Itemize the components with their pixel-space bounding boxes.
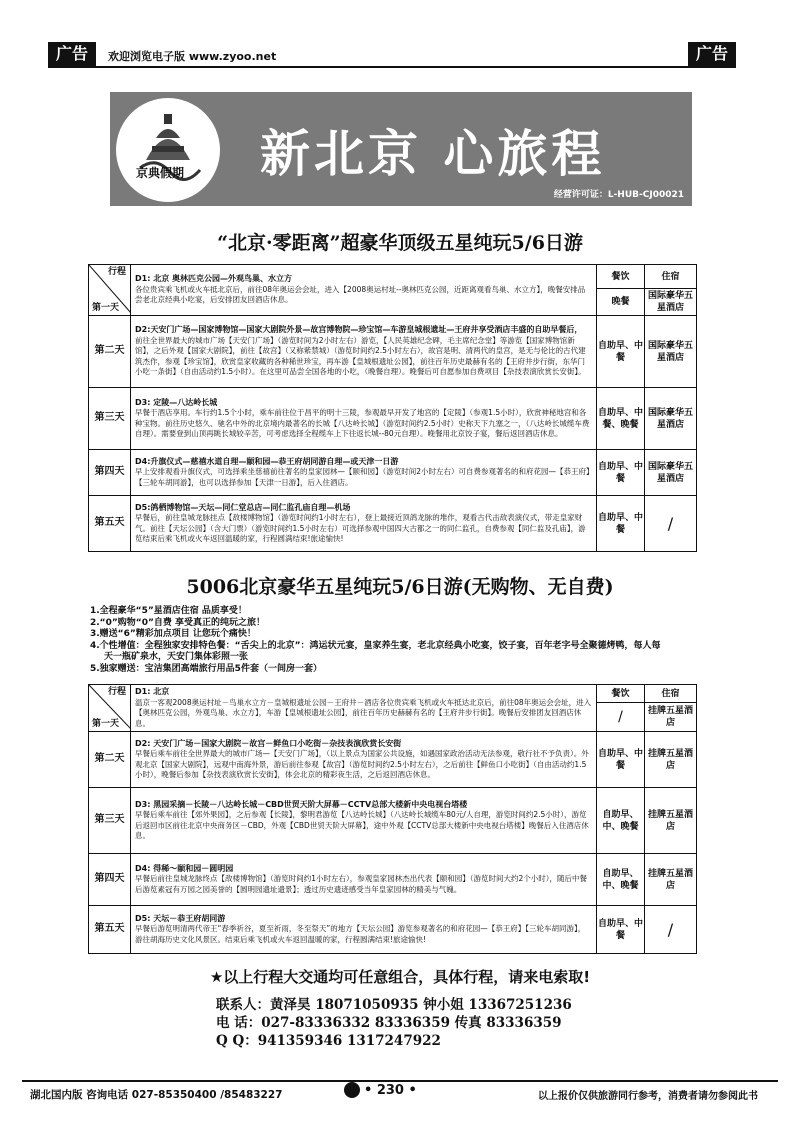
meal-cell: 晚餐 — [597, 289, 645, 316]
table-row: D1: 北京 温京一客观2008奥运村址－鸟巢水立方－皇城根遗址公园－王府井－酒店各位贵宾乘飞机或火车抵达北京后，前往08年奥运会会址，进入【奥林匹克公园，外观鸟巢、水立方】，车游【皇城根遗址公园】，前往百年历史赫赫有名的【王府井步行街】。晚餐后安排团友回酒店休息。 — [131, 685, 597, 732]
banner — [110, 92, 692, 206]
table-row: 第四天 D4: 得稀～颐和园－圆明园 早餐后前往皇城龙脉终点【敌楼博物馆】（游览时间约1小时左右），参观皇家园林杰出代表【颐和园】（游览时间大约2个小时），随后中餐后游览素冠有万园之园美誉的【圆明园遗址遗景】；透过历史遗迹感受当年皇家园林的精美与气魄。 自助早、中、晚餐 挂牌五星酒店 — [89, 854, 697, 906]
notice-text: ★以上行程大交通均可任意组合，具体行程，请来电索取! — [209, 968, 591, 986]
logo-text: 京典假期 — [136, 166, 185, 180]
meal-header: 餐饮 — [597, 685, 645, 703]
contact-block — [216, 996, 572, 1050]
table-header-corner: 行程 第一天 — [89, 265, 131, 316]
table-row: 第五天 D5: 天坛－恭王府胡同游 早餐后游览明清两代帝王“春季祈谷，夏至祈雨，冬至祭天”的地方【天坛公园】游览参观著名的和府花园—【恭王府】【三轮车胡同游】，游往胡海历史文化风景区。结束后乘飞机或火车返回温暖的家，行程圆满结束!旅途愉快! 自助早、中餐 / — [89, 906, 697, 954]
table-header-corner: 行程 第一天 — [89, 685, 131, 732]
meal-cell: / — [597, 703, 645, 732]
ad-label-right: 广告 — [688, 42, 736, 66]
list-item: 4.个性增值：全程独家安排特色餐：“舌尖上的北京”：鸿运状元宴，皇家养生宴，老北京经典小吃宴，饺子宴，百年老字号全聚德烤鸭，每人每 — [90, 640, 661, 651]
hotel-cell: 挂牌五星酒店 — [645, 703, 697, 732]
temple-icon — [116, 98, 220, 202]
meal-header: 餐饮 — [597, 265, 645, 289]
logo — [116, 98, 220, 202]
license-number: 经营许可证：L-HUB-CJ00021 — [553, 190, 684, 200]
list-item: 1.全程豪华“5”星酒店住宿 品质享受！ — [90, 606, 247, 616]
tour2-title: 5006北京豪华五星纯玩5/6日游(无购物、无自费) — [186, 576, 614, 598]
hotel-header: 住宿 — [645, 685, 697, 703]
table-row: 第四天 D4:升旗仪式—慈禧水道自理—颐和园—恭王府胡同游自理—或天津一日游 早上安排观看升旗仪式，可选择乘坐慈禧前往著名的皇家园林—【颐和园】（游览时间2小时左右）可自费参观著名的和府花园—【恭王府】【三轮车胡同游】，也可以选择参加【天津一日游】，后入住酒店。 自助早、中餐 国际豪华五星酒店 — [89, 450, 697, 496]
table-row: 第二天 D2: 天安门广场－国家大剧院－故宫－鲜鱼口小吃街－杂技表演欣赏长安街 早餐后乘车前往全世界最大的城市广场—【天安门广场】，（以上景点为国家公共设施，如遇国家政治活动无法参观，敬行社不予负责）。外观北京【国家大剧院】，远观中南海外景，游后前往参观【故宫】（游览时间约2.5小时左右），之后前往【鲜鱼口小吃街】（自由活动约1.5小时），晚餐后参加【杂技表演欣赏长安街】，体会北京的精彩夜生活，之后返回酒店休息。 自助早、中餐 挂牌五星酒店 — [89, 732, 697, 788]
list-item: 2.“0”购物“0”自费 享受真正的纯玩之旅！ — [90, 617, 265, 628]
tour1-title: “北京·零距离”超豪华顶级五星纯玩5/6日游 — [217, 232, 583, 254]
tour2-table — [88, 684, 697, 954]
hotel-header: 住宿 — [645, 265, 697, 289]
tour1-table — [88, 264, 697, 552]
banner-title: 新北京 心旅程 — [260, 124, 606, 183]
table-row: 第五天 D5:鸽栖博物馆—天坛—同仁堂总店—同仁监孔庙自理—机场 早餐后，前往皇城龙脉挂点【敌楼博物馆】（游览时间约1小时左右），登上最接近顶鸽龙脉的堆作，观看古代击敌表演仪式，带走皇家财气。前往【天坛公园】（含大门票）（游览时间约1.5小时左右）可选择参观中国四大古都之一的同仁监孔，自费参观【同仁监及孔庙】，游览结束后乘飞机或火车返回温暖的家，行程圆满结束!旅途愉快! 自助早、中餐 / — [89, 496, 697, 552]
list-item: 5.独家赠送：宝洁集团高端旅行用品5件套（一间房一套） — [90, 663, 322, 674]
contact-qq[interactable]: Q Q：941359346 1317247922 — [216, 1033, 441, 1049]
list-item: 3.赠送“6”精彩加点项目 让您玩个痛快！ — [90, 629, 256, 640]
site-text[interactable]: 欢迎浏览电子版 www.zyoo.net — [108, 50, 277, 63]
page-number: • 230 • — [364, 1083, 417, 1098]
header-rule — [48, 66, 736, 68]
list-item: 天一瓶矿泉水，天安门集体彩照一张 — [104, 652, 249, 663]
table-row: 第三天 D3: 定陵—八达岭长城 早餐于酒店享用。车行约1.5个小时，乘车前往位于昌平的明十三陵，参观最早开发了地宫的【定陵】（参观1.5小时），欣赏神秘地宫和各种宝物。前往历史悠久、驰名中外的北京境内最著名的长城【八达岭长城】（游览时间约2.5小时）史称天下九塞之一，（八达岭长城缆车费自理）。需要登到山顶再眺长城较辛苦，可考虑选择全程缆车上下往返长城--80元自理）。晚餐用北京饺子宴，餐后返回酒店休息。 自助早、中餐、晚餐 国际豪华五星酒店 — [89, 388, 697, 450]
contact-person[interactable]: 联系人：黄泽昊 18071050935 钟小姐 13367251236 — [216, 997, 572, 1013]
ad-label-left: 广告 — [48, 42, 96, 66]
footer-left: 湖北国内版 咨询电话 027-85350400 /85483227 — [30, 1089, 283, 1101]
footer-right: 以上报价仅供旅游同行参考，消费者请勿参阅此书 — [538, 1091, 758, 1102]
table-row: D1: 北京 奥林匹克公园—外观鸟巢、水立方 各位贵宾乘飞机或火车抵北京后，前往08年奥运会会址，进入【2008奥运村址--奥林匹克公园，近距离观看鸟巢、水立方】，晚餐安排品尝老北京经典小吃宴，后安排团友回酒店休息。 — [131, 265, 597, 316]
hotel-cell: 国际豪华五星酒店 — [645, 289, 697, 316]
contact-phone[interactable]: 电 话：027-83336332 83336359 传真 83336359 — [216, 1015, 562, 1031]
table-row: 第三天 D3: 黑园采摘－长陵－八达岭长城－CBD世贸天阶大屏幕－CCTV总部大楼新中央电视台塔楼 早餐后乘车前往【郊外果园】，之后参观【长陵】，黎明君游览【八达岭长城】（八达岭长城缆车80元/人自理，游览时间约2.5小时），游览后返回市区前往北京中央商务区－CBD，外观【CBD世贸天阶大屏幕】，途中外观【CCTV总部大楼新中央电视台塔楼】晚餐后入住酒店休息。 自助早、中、晚餐 挂牌五星酒店 — [89, 788, 697, 854]
table-row: 第二天 D2:天安门广场—国家博物馆—国家大剧院外景—故宫博物院—珍宝馆—车游皇城根遗址—王府井享受酒店丰盛的自助早餐后， 前往全世界最大的城市广场【天安门广场】（游览时间为2小时左右）游览，【人民英雄纪念碑，毛主席纪念堂】等游览【国家博物馆新馆】，之后外观【国家大剧院】，前往【故宫】（又称紫禁城）（游览时间约2.5小时左右），故宫是明、清两代的皇宫，是无与伦比的古代建筑杰作，参观【珍宝馆】，欣赏皇家收藏的各种稀世珍宝，再车游【皇城根遗址公园】，前往百年历史最赫有名的【王府井步行街，东华门小吃一条街】（自由活动约1.5小时）。在这里可品尝全国各地的小吃，（晚餐自理）。晚餐后可自愿参加自费项目【杂技表演欣赏长安街】。 自助早、中餐 国际豪华五星酒店 — [89, 316, 697, 388]
feature-list — [90, 606, 661, 676]
page-badge-icon — [344, 1082, 360, 1098]
